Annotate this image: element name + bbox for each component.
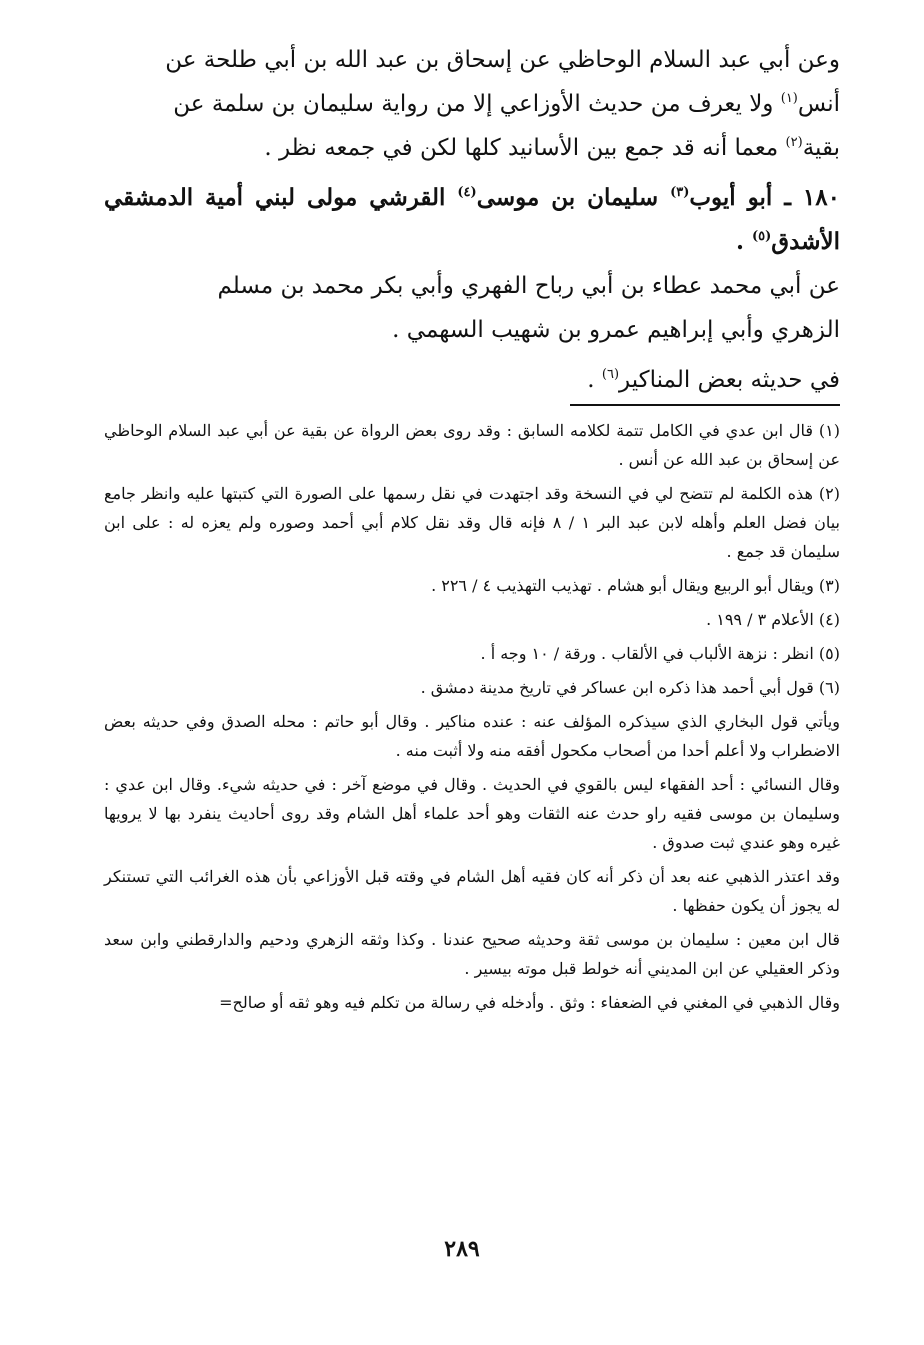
main-text bbox=[104, 38, 840, 402]
footnote-ref-1: (١) bbox=[780, 91, 798, 106]
intro-paragraph bbox=[104, 38, 840, 170]
footnotes-section bbox=[104, 416, 840, 1017]
footnote-1: (١) قال ابن عدي في الكامل تتمة لكلامه السابق : وقد روى بعض الرواة عن بقية عن أبي عبد السلام الوحاظي عن إسحاق بن عبد الله عن أنس . bbox=[104, 421, 840, 469]
teachers-line-2: الزهري وأبي إبراهيم عمرو بن شهيب السهمي . bbox=[392, 317, 840, 343]
teachers-paragraph bbox=[104, 264, 840, 352]
entry-number-kunya: ١٨٠ ـ أبو أيوب bbox=[689, 184, 840, 211]
commentary-paragraph-5: وقال الذهبي في المغني في الضعفاء : وثق . وأدخله في رسالة من تكلم فيه وهو ثقه أو صالح= bbox=[219, 993, 840, 1012]
intro-line-3a: بقية bbox=[802, 135, 840, 161]
commentary-paragraph-4: قال ابن معين : سليمان بن موسى ثقة وحديثه صحيح عندنا . وكذا وثقه الزهري ودحيم والدارقطني وابن سعد وذكر العقيلي عن ابن المديني أنه خولط قبل موته بيسير . bbox=[104, 930, 840, 978]
commentary-paragraph-2: وقال النسائي : أحد الفقهاء ليس بالقوي في الحديث . وقال في موضع آخر : في حديثه شيء. وقال ابن عدي : وسليمان بن موسى فقيه راو حدث عنه الثقات وهو أحد علماء أهل الشام وقد روى أحاديث ينفرد بها لا يرويها غيره وهو عندي ثبت صدوق . bbox=[104, 775, 840, 852]
footnote-ref-3: (٣) bbox=[670, 185, 690, 200]
entry-heading bbox=[104, 176, 840, 264]
footnote-3: (٣) ويقال أبو الربيع ويقال أبو هشام . تهذيب التهذيب ٤ / ٢٢٦ . bbox=[431, 576, 840, 595]
verdict-end: . bbox=[587, 367, 602, 393]
footnote-5: (٥) انظر : نزهة الألباب في الألقاب . ورقة / ١٠ وجه أ . bbox=[480, 644, 840, 663]
entry-end: . bbox=[735, 228, 752, 255]
intro-line-3b: معما أنه قد جمع بين الأسانيد كلها لكن في جمعه نظر . bbox=[264, 135, 786, 161]
footnote-ref-6: (٦) bbox=[601, 367, 620, 382]
footnote-2: (٢) هذه الكلمة لم تتضح لي في النسخة وقد اجتهدت في نقل رسمها على الصورة التي كتبتها عليه وانظر جامع بيان فضل العلم وأهله لابن عبد البر ١ / ٨ فإنه قال وقد نقل كلام أبي أحمد وصوره ولم يعزه له : على ابن سليمان قد جمع . bbox=[104, 484, 841, 561]
intro-line-2a: أنس bbox=[797, 91, 840, 117]
commentary-paragraph-3: وقد اعتذر الذهبي عنه بعد أن ذكر أنه كان فقيه أهل الشام في وقته قبل الأوزاعي بأن هذه الغرائب التي تستنكر له يجوز أن يكون حفظها . bbox=[104, 867, 840, 915]
footnote-6: (٦) قول أبي أحمد هذا ذكره ابن عساكر في تاريخ مدينة دمشق . bbox=[420, 678, 840, 697]
intro-line-2b: ولا يعرف من حديث الأوزاعي إلا من رواية سليمان بن سلمة عن bbox=[173, 91, 781, 117]
footnote-ref-2: (٢) bbox=[785, 135, 803, 150]
footnote-4: (٤) الأعلام ٣ / ١٩٩ . bbox=[706, 610, 840, 629]
verdict-line bbox=[104, 358, 840, 402]
footnote-divider bbox=[570, 404, 840, 406]
commentary-paragraph-1: ويأتي قول البخاري الذي سيذكره المؤلف عنه : عنده مناكير . وقال أبو حاتم : محله الصدق وفي حديثه بعض الاضطراب ولا أعلم أحدا من أصحاب مكحول أفقه منه ولا أثبت منه . bbox=[104, 712, 840, 760]
entry-name: سليمان بن موسى bbox=[476, 184, 671, 211]
entry-description: القرشي مولى لبني أمية الدمشقي الأشدق bbox=[104, 184, 840, 255]
teachers-line-1: عن أبي محمد عطاء بن أبي رباح الفهري وأبي بكر محمد بن مسلم bbox=[217, 273, 840, 299]
footnote-ref-4: (٤) bbox=[457, 185, 477, 200]
page-number: ٢٨٩ bbox=[444, 1236, 480, 1262]
intro-line-1: وعن أبي عبد السلام الوحاظي عن إسحاق بن عبد الله بن أبي طلحة عن bbox=[165, 47, 840, 73]
book-page bbox=[104, 38, 840, 1328]
verdict-text: في حديثه بعض المناكير bbox=[619, 367, 840, 393]
footnote-ref-5: (٥) bbox=[752, 229, 772, 244]
